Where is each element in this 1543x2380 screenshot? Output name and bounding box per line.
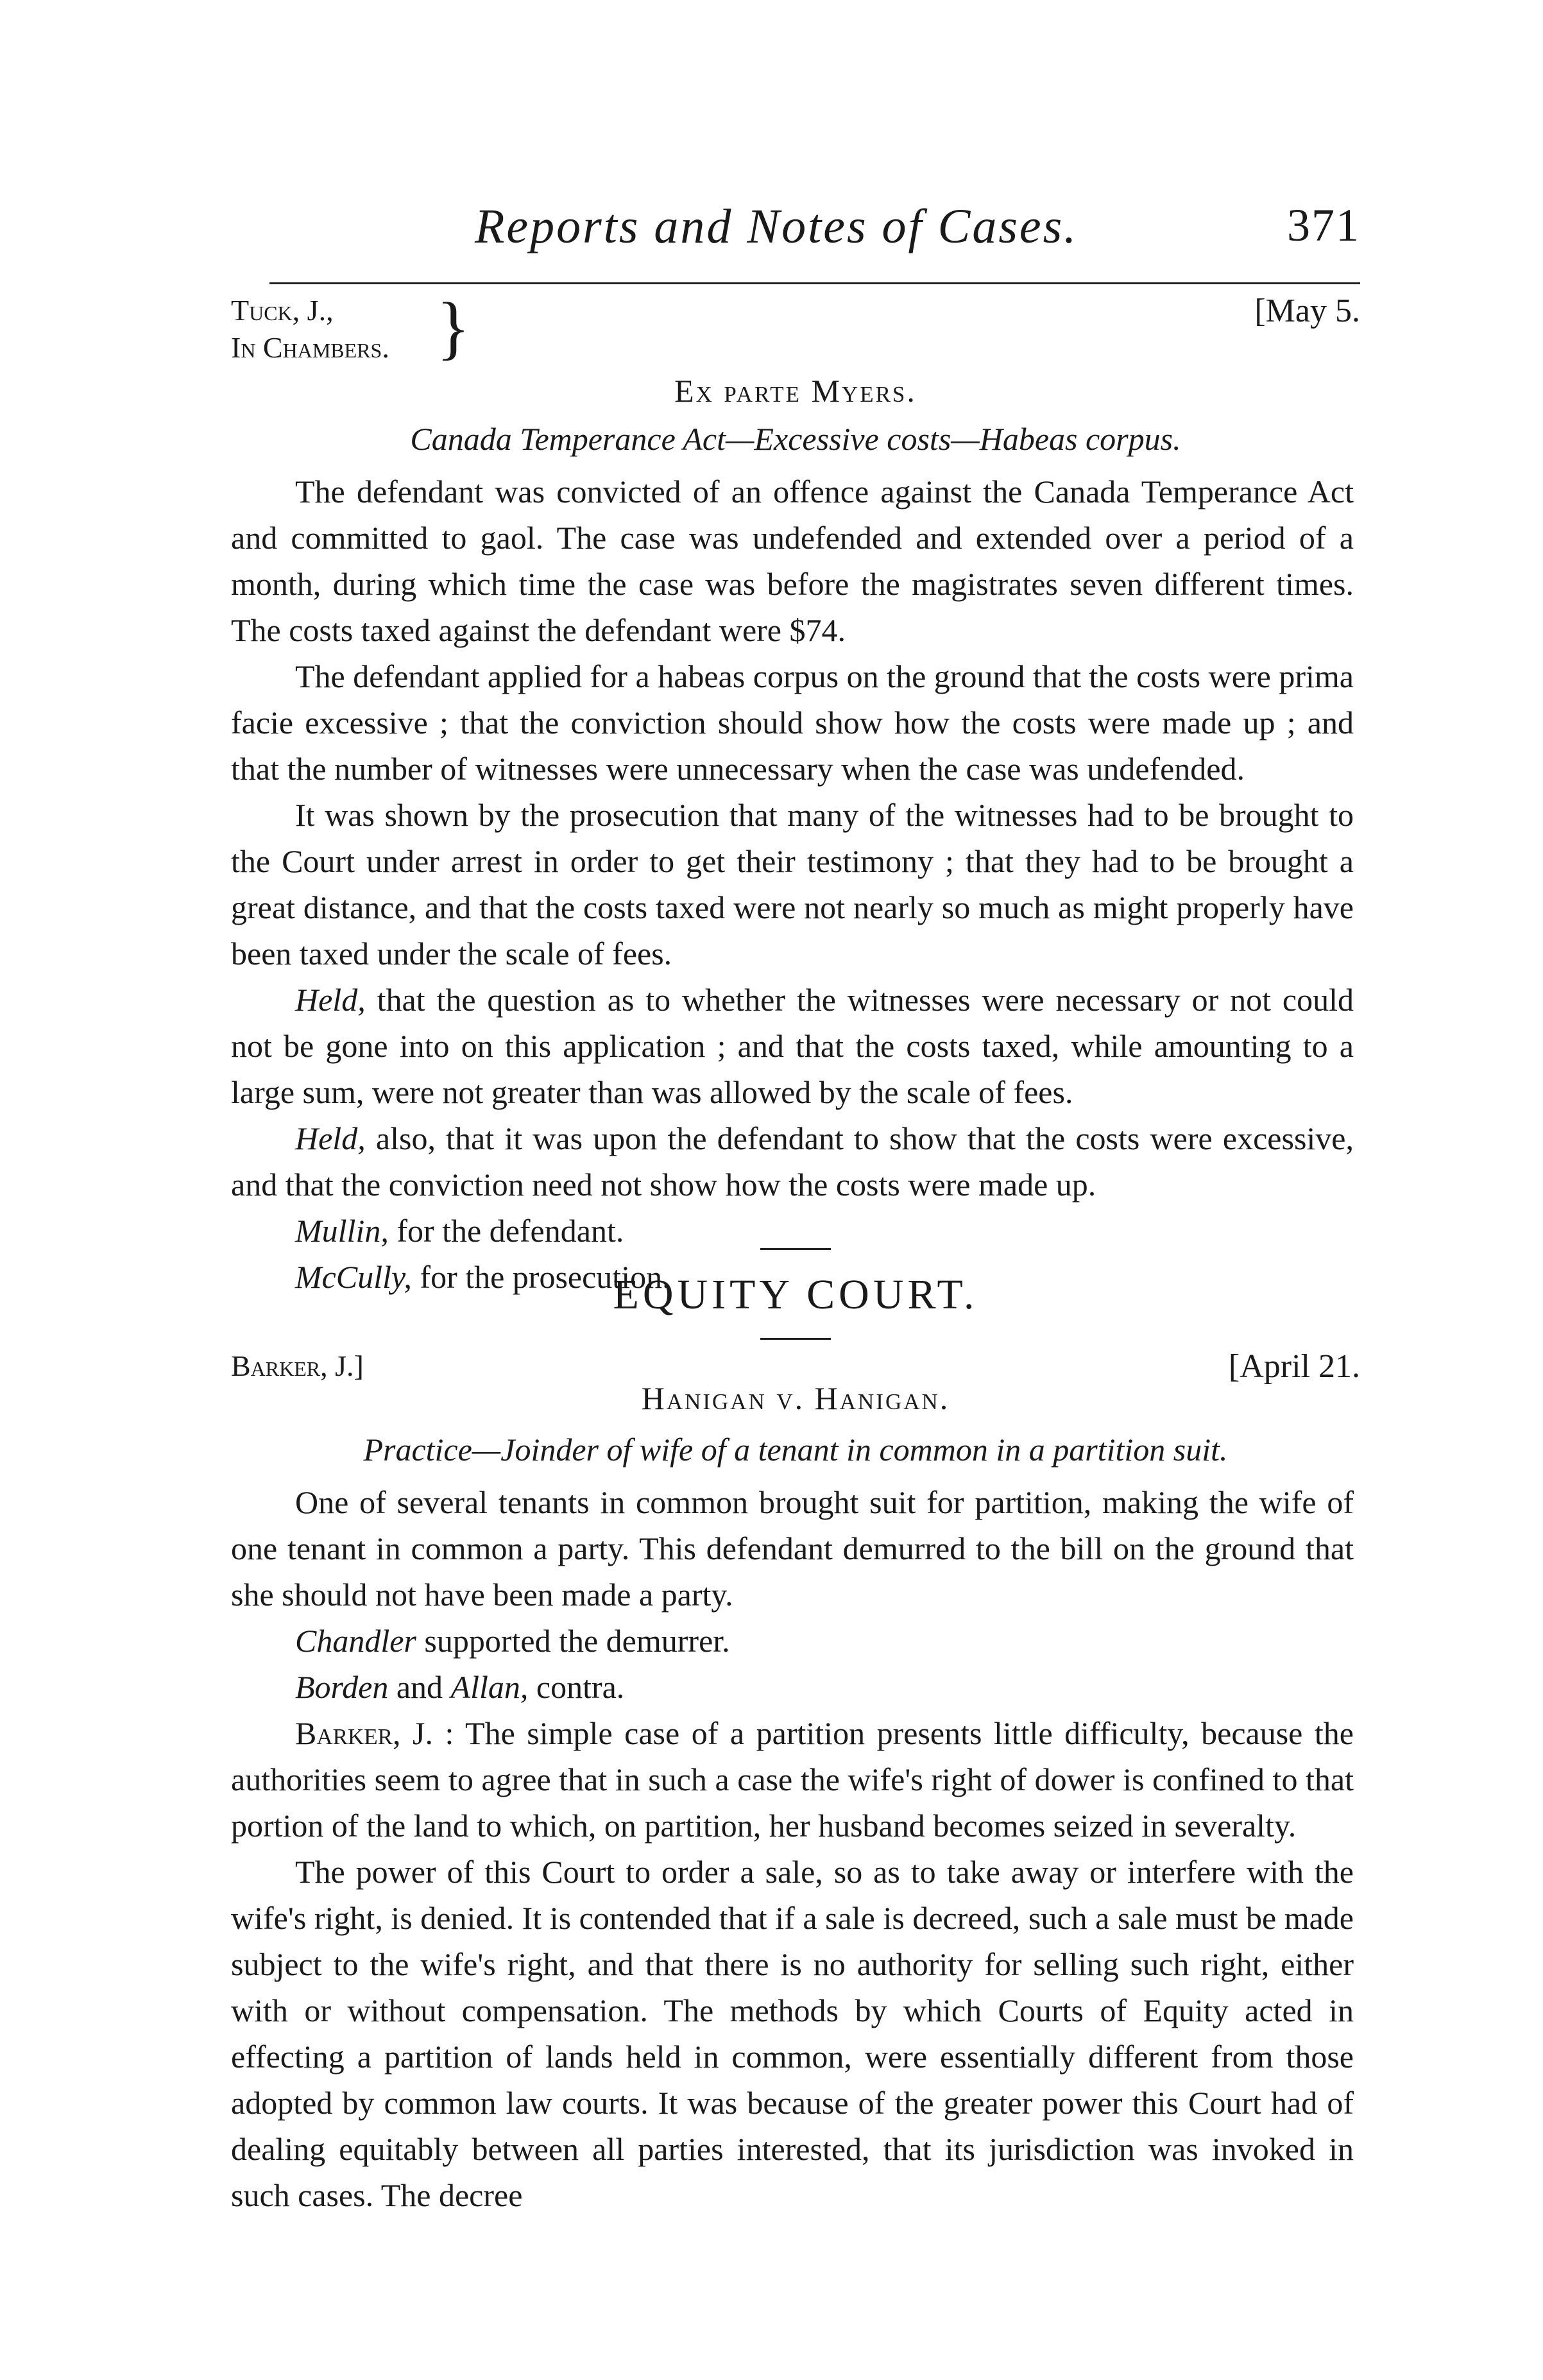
counsel-role: supported the demurrer.	[416, 1623, 730, 1659]
case2-body	[231, 1479, 1354, 2218]
case1-held-1	[231, 977, 1354, 1115]
case1-judge-chambers: In Chambers.	[231, 331, 389, 364]
counsel-role: contra.	[528, 1669, 625, 1705]
running-title: Reports and Notes of Cases.	[475, 200, 1078, 253]
case2-title: Hanigan v. Hanigan.	[641, 1380, 950, 1416]
counsel-name: Borden	[295, 1669, 389, 1705]
case1-judge	[231, 288, 470, 366]
held-text: also, that it was upon the defendant to show that the costs were excessive, and that the conviction need not show how the costs were made up.	[231, 1120, 1354, 1203]
case2-headnote: Practice—Joinder of wife of a tenant in common in a partition suit.	[363, 1432, 1228, 1468]
case1-title: Ex parte Myers.	[674, 373, 917, 409]
case1-counsel-defendant	[231, 1208, 1354, 1254]
section-rule-top	[760, 1248, 831, 1250]
counsel-role: for the defendant.	[388, 1213, 624, 1249]
counsel-role: for the prosecution.	[411, 1259, 670, 1295]
case1-meta	[231, 288, 1360, 375]
running-head	[269, 193, 1360, 284]
case2-intro: One of several tenants in common brought suit for partition, making the wife of one tenant in common a party. This defendant demurred to the bill on the ground that she should not have been made a party.	[231, 1484, 1354, 1613]
counsel-name: Mullin,	[295, 1213, 389, 1249]
case1-paragraph: It was shown by the prosecution that many of the witnesses had to be brought to the Court under arrest in order to get their testimony ; that they had to be brought a great distance, and that the costs taxed were not nearly so much as might properly have been taxed under the scale of fees.	[231, 797, 1354, 972]
section-rule-bottom	[760, 1338, 831, 1340]
case2-date: [April 21.	[1228, 1348, 1360, 1385]
case1-paragraph: The defendant applied for a habeas corpus on the ground that the costs were prima facie excessive ; that the conviction should show how the costs were made up ; and that the number of witnesses were unnecessary when the case was undefended.	[231, 658, 1354, 787]
case1-headnote: Canada Temperance Act—Excessive costs—Habeas corpus.	[410, 421, 1181, 457]
judgment-judge: Barker, J.	[295, 1715, 433, 1751]
brace-icon: }	[436, 288, 470, 366]
held-label: Held,	[295, 982, 366, 1018]
case1-body	[231, 468, 1354, 1300]
case1-held-2	[231, 1115, 1354, 1208]
case2-counsel-demurrer	[231, 1618, 1354, 1664]
case2-judgment-p1	[231, 1710, 1354, 1849]
counsel-name: Allan,	[450, 1669, 529, 1705]
page-number: 371	[1287, 200, 1360, 251]
counsel-name: McCully,	[295, 1259, 412, 1295]
counsel-name: Chandler	[295, 1623, 416, 1659]
case1-judge-name: Tuck, J.,	[231, 294, 334, 327]
case2-judgment-p2: The power of this Court to order a sale, so as to take away or interfere with the wife's right, is denied. It is contended that if a sale is decreed, such a sale must be made subject to the wife's right, and that there is no authority for selling such right, either with or without compensation. The methods by which Courts of Equity acted in effecting a partition of lands held in common, were essentially different from those adopted by common law courts. It was because of the greater power this Court had of dealing equitably between all parties interested, that its jurisdiction was invoked in such cases. The decree	[231, 1854, 1354, 2213]
court-heading: EQUITY COURT.	[613, 1271, 978, 1318]
case2-counsel-contra	[231, 1664, 1354, 1710]
held-text: that the question as to whether the witnesses were necessary or not could not be gone into on this application ; and that the costs taxed, while amounting to a large sum, were not greater than was allowed by the scale of fees.	[231, 982, 1354, 1110]
case1-paragraph: The defendant was convicted of an offence against the Canada Temperance Act and committed to gaol. The case was undefended and extended over a period of a month, during which time the case was before the magistrates seven different times. The costs taxed against the defendant were $74.	[231, 474, 1354, 648]
counsel-conjunction: and	[388, 1669, 451, 1705]
case2-judge: Barker, J.]	[231, 1349, 364, 1382]
judgment-text: : The simple case of a partition presents little difficulty, because the authorities seem to agree that in such a case the wife's right of dower is confined to that portion of the land to which, on partition, her husband becomes seized in severalty.	[231, 1715, 1354, 1844]
held-label: Held,	[295, 1120, 366, 1156]
case1-date: [May 5.	[1254, 293, 1360, 329]
